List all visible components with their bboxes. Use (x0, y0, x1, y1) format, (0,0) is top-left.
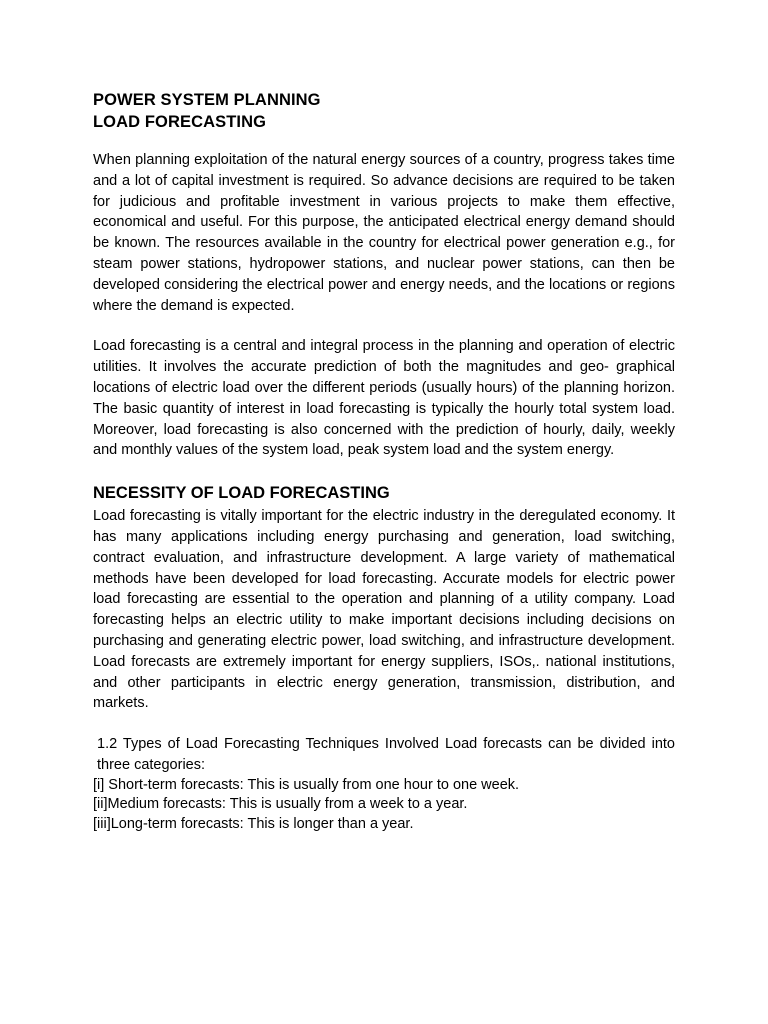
list-item: [iii]Long-term forecasts: This is longer than a year. (93, 815, 414, 832)
paragraph-necessity: Load forecasting is vitally important for the electric industry in the deregulated economy. It has many applications including energy purchasing and generation, load switching, contract evaluation, and infrastructure development. A large variety of mathematical methods have been developed for load forecasting. Accurate models for electric power load forecasting are essential to the operation and planning of a utility company. Load forecasting helps an electric utility to make important decisions including decisions on purchasing and generating electric power, load switching, and infrastructure development. Load forecasts are extremely important for energy suppliers, ISOs,. national institutions, and other participants in electric energy generation, transmission, distribution, and markets. (93, 508, 675, 712)
paragraph-intro: When planning exploitation of the natural energy sources of a country, progress takes time and a lot of capital investment is required. So advance decisions are required to be taken for judicious and profitable investment in various projects to make them effective, economical and useful. For this purpose, the anticipated electrical energy demand should be known. The resources available in the country for electrical power generation e.g., for steam power stations, hydropower stations, and nuclear power stations, can then be developed considering the electrical power and energy needs, and the locations or regions where the demand is expected. (93, 152, 675, 314)
section-heading-necessity: NECESSITY OF LOAD FORECASTING (93, 484, 390, 503)
paragraph-load-forecasting: Load forecasting is a central and integral process in the planning and operation of electric utilities. It involves the accurate prediction of both the magnitudes and geo- graphical locations of electric load over the different periods (usually hours) of the planning horizon. The basic quantity of interest in load forecasting is typically the hourly total system load. Moreover, load forecasting is also concerned with the prediction of hourly, daily, weekly and monthly values of the system load, peak system load and the system energy. (93, 338, 675, 459)
title-block (93, 89, 675, 133)
list-item: [ii]Medium forecasts: This is usually from a week to a year. (93, 796, 468, 813)
list-item: [i] Short-term forecasts: This is usually from one hour to one week. (93, 776, 520, 793)
document-page (93, 89, 675, 834)
types-intro: 1.2 Types of Load Forecasting Techniques Involved Load forecasts can be divided into three categories: (97, 736, 675, 773)
document-title: POWER SYSTEM PLANNING (93, 91, 321, 109)
types-list (93, 776, 675, 835)
document-subtitle: LOAD FORECASTING (93, 113, 267, 131)
